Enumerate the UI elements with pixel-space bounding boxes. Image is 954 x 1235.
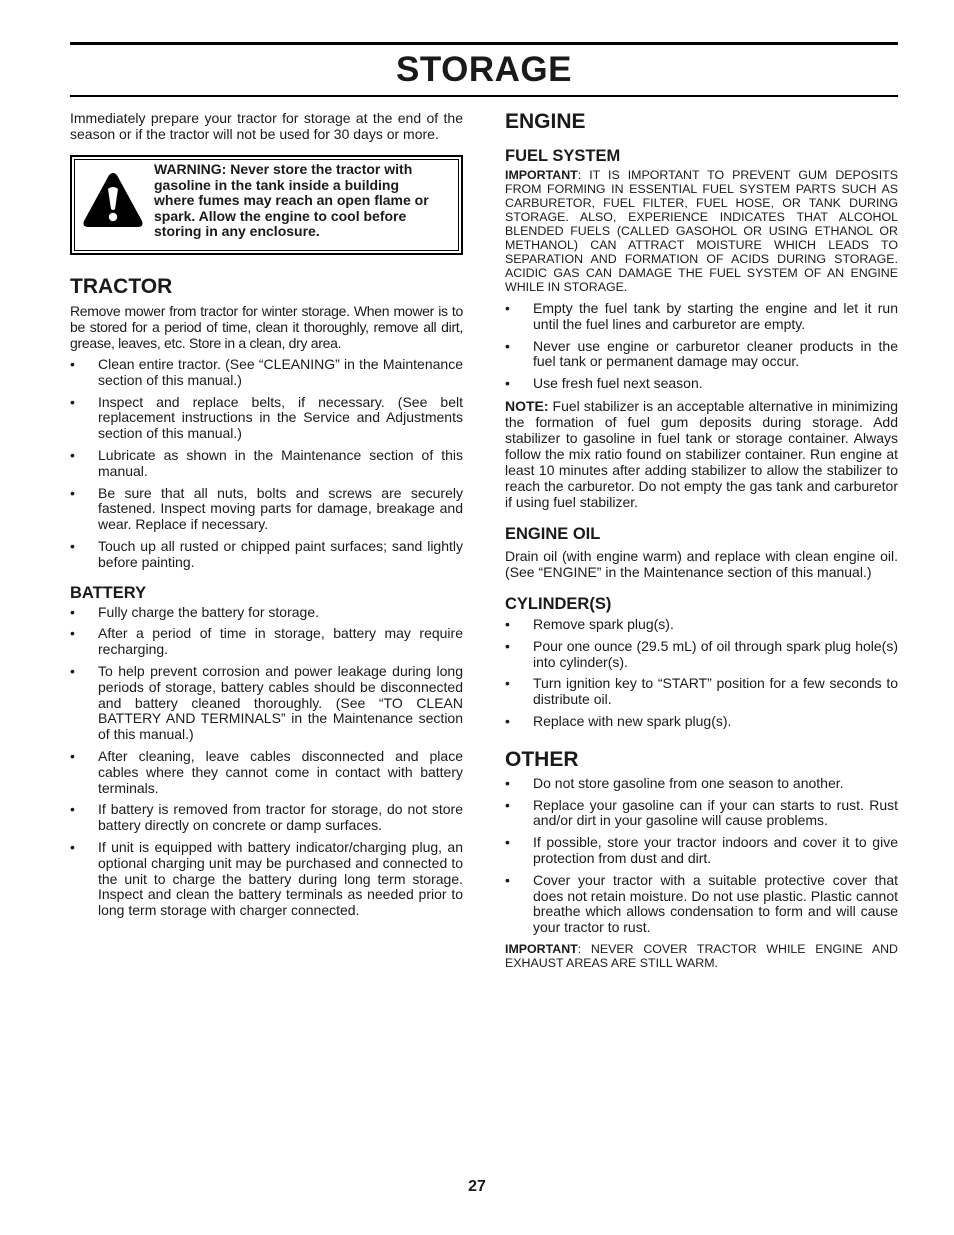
tractor-heading: TRACTOR [70,275,173,298]
important-label: IMPORTANT [505,168,578,182]
list-item: • Clean entire tractor. (See “CLEANING” in the Maintenance section of this manual.) [70,357,463,389]
fuel-list [505,301,898,392]
other-important-note [505,942,898,970]
list-item: • Pour one ounce (29.5 mL) of oil through spark plug hole(s) into cylinder(s). [505,639,898,671]
list-item: • Remove spark plug(s). [505,617,898,633]
list-item: • After a period of time in storage, battery may require recharging. [70,626,463,658]
other-list [505,776,898,936]
list-item: • Be sure that all nuts, bolts and screws are securely fastened. Inspect moving parts for damage, breakage and wear. Replace if necessary. [70,486,463,533]
list-item: • Replace with new spark plug(s). [505,714,898,730]
warning-box [70,155,463,255]
cylinders-list [505,617,898,730]
tractor-paragraph: Remove mower from tractor for winter storage. When mower is to be stored for a period of time, clean it thoroughly, remove all dirt, grease, leaves, etc. Store in a clean, dry area. [70,303,463,351]
list-item: • Inspect and replace belts, if necessary. (See belt replacement instructions in the Service and Adjustments section of this manual.) [70,395,463,442]
note-text: Fuel stabilizer is an acceptable alternative in minimizing the formation of fuel gum deposits during storage. Add stabilizer to gasoline in fuel tank or storage container. Always follow the mix ratio found on stabilizer container. Run engine at least 10 minutes after adding stabilizer to allow the stabilizer to reach the carburetor. Do not empty the gas tank and carburetor if using fuel stabilizer. [505,397,898,510]
fuel-note [505,398,898,510]
note-label: NOTE: [505,397,549,414]
list-item: • Lubricate as shown in the Maintenance section of this manual. [70,448,463,480]
list-item: • To help prevent corrosion and power leakage during long periods of storage, battery cables should be disconnected and battery cleaned thoroughly. (See “TO CLEAN BATTERY AND TERMINALS” in the Maintenance section of this manual.) [70,664,463,743]
page-number: 27 [468,1178,486,1195]
engine-oil-heading: ENGINE OIL [505,524,601,543]
warning-triangle-icon [80,169,146,231]
page-title: STORAGE [396,50,572,89]
important-label: IMPORTANT [505,941,578,956]
list-item: • Use fresh fuel next season. [505,376,898,392]
engine-oil-text: Drain oil (with engine warm) and replace with clean engine oil. (See “ENGINE” in the Maintenance section of this manual.) [505,547,898,580]
list-item: • Cover your tractor with a suitable protective cover that does not retain moisture. Do not use plastic. Plastic cannot breathe which allows condensation to form and will cause your tractor to rust. [505,873,898,936]
list-item: • Never use engine or carburetor cleaner products in the fuel tank or permanent damage may occur. [505,339,898,371]
list-item: • Replace your gasoline can if your can starts to rust. Rust and/or dirt in your gasoline will cause problems. [505,798,898,830]
list-item: • Empty the fuel tank by starting the engine and let it run until the fuel lines and carburetor are empty. [505,301,898,333]
list-item: • Touch up all rusted or chipped paint surfaces; sand lightly before painting. [70,539,463,571]
left-column [70,110,463,925]
list-item: • Turn ignition key to “START” position for a few seconds to distribute oil. [505,676,898,708]
battery-heading: BATTERY [70,583,147,602]
list-item: • If battery is removed from tractor for storage, do not store battery directly on concrete or damp surfaces. [70,802,463,834]
important-text: : NEVER COVER TRACTOR WHILE ENGINE AND EXHAUST AREAS ARE STILL WARM. [505,941,898,970]
tractor-list [70,357,463,571]
list-item: • Do not store gasoline from one season to another. [505,776,898,792]
engine-heading: ENGINE [505,110,586,133]
fuel-important-note [505,168,898,294]
list-item: • After cleaning, leave cables disconnected and place cables where they cannot come in contact with battery terminals. [70,749,463,796]
battery-list [70,605,463,919]
bottom-rule [70,95,898,97]
warning-text: WARNING: Never store the tractor with gasoline in the tank inside a building where fumes may reach an open flame or spark. Allow the engine to cool before storing in any enclosure. [154,161,429,240]
top-rule [70,42,898,45]
list-item: • If unit is equipped with battery indicator/charging plug, an optional charging unit may be purchased and connected to the unit to charge the battery during long term storage. Inspect and clean the battery terminals as needed prior to long term storage with charger connected. [70,840,463,919]
right-column [505,110,898,970]
cylinders-heading: CYLINDER(S) [505,594,612,613]
fuel-system-heading: FUEL SYSTEM [505,147,621,165]
list-item: • Fully charge the battery for storage. [70,605,463,621]
intro-paragraph: Immediately prepare your tractor for storage at the end of the season or if the tractor will not be used for 30 days or more. [70,110,463,142]
list-item: • If possible, store your tractor indoors and cover it to give protection from dust and dirt. [505,835,898,867]
other-heading: OTHER [505,747,579,771]
important-text: : IT IS IMPORTANT TO PREVENT GUM DEPOSITS FROM FORMING IN ESSENTIAL FUEL SYSTEM PARTS SUCH AS CARBURETOR, FUEL FILTER, FUEL HOSE, OR TANK DURING STORAGE. ALSO, EXPERIENCE INDICATES THAT ALCOHOL BLENDED FUELS (CALLED GASOHOL OR USING ETHANOL OR METHANOL) CAN ATTRACT MOISTURE WHICH LEADS TO SEPARATION AND FORMATION OF ACIDS DURING STORAGE. ACIDIC GAS CAN DAMAGE THE FUEL SYSTEM OF AN ENGINE WHILE IN STORAGE. [505,168,898,294]
